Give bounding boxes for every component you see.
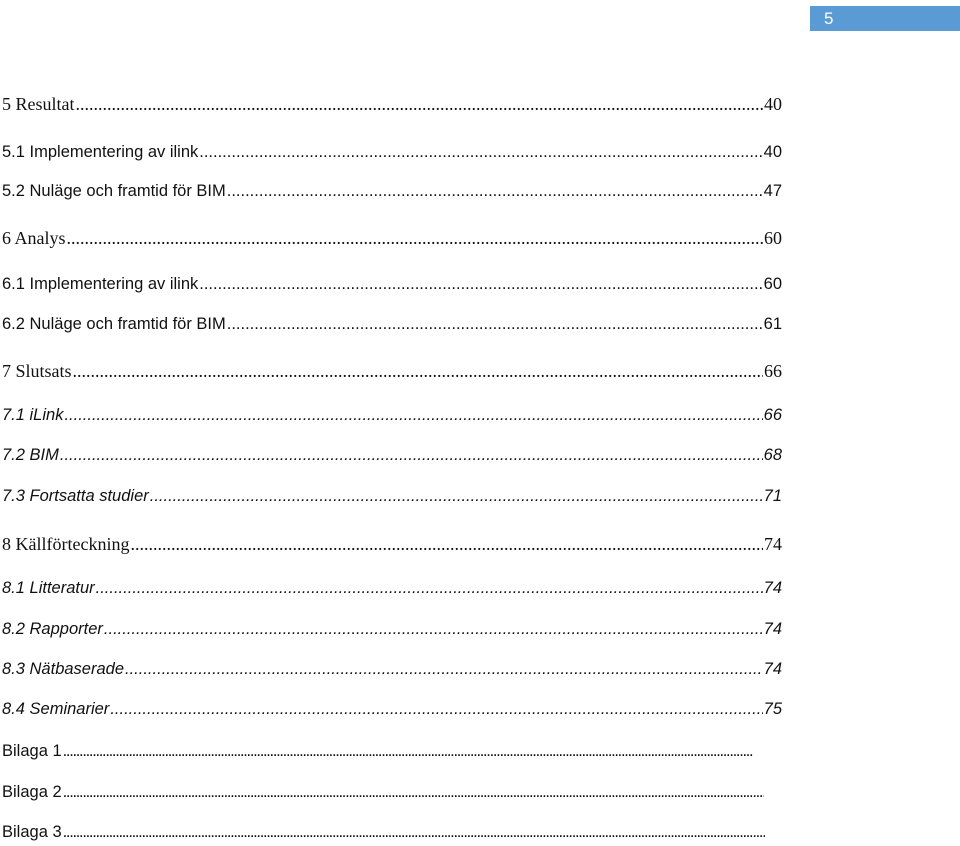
toc-entry-6-2[interactable] xyxy=(2,313,782,335)
toc-page-number: 74 xyxy=(763,579,782,597)
toc-entry-6[interactable] xyxy=(2,227,782,249)
toc-entry-8-1[interactable] xyxy=(2,577,782,599)
toc-page-number: 74 xyxy=(764,534,782,554)
toc-leader xyxy=(125,658,763,680)
toc-entry-label: 6.2 Nuläge och framtid för BIM xyxy=(2,315,226,333)
toc-leader xyxy=(104,618,763,640)
toc-entry-label: 8.1 Litteratur xyxy=(2,579,95,597)
toc-entry-5[interactable] xyxy=(2,93,782,115)
toc-entry-8-2[interactable] xyxy=(2,618,782,640)
toc-entry-7-3[interactable] xyxy=(2,485,782,507)
toc-page-number: 61 xyxy=(763,315,782,333)
toc-page-number: 68 xyxy=(763,446,782,464)
toc-entry-8-3[interactable] xyxy=(2,658,782,680)
toc-entry-label: Bilaga 1 xyxy=(2,742,62,760)
toc-leader xyxy=(64,404,762,426)
toc-leader xyxy=(199,141,762,163)
toc-entry-label: 5.1 Implementering av ilink xyxy=(2,143,199,161)
toc-entry-5-2[interactable] xyxy=(2,180,782,202)
toc-leader xyxy=(227,180,763,202)
toc-entry-bilaga-3[interactable] xyxy=(2,821,766,843)
toc-entry-5-1[interactable] xyxy=(2,141,782,163)
toc-entry-label: 8.3 Nätbaserade xyxy=(2,660,125,678)
toc-entry-label: Bilaga 3 xyxy=(2,823,62,841)
toc-page-number: 66 xyxy=(764,361,782,381)
toc-leader xyxy=(60,444,763,466)
toc-page-number: 66 xyxy=(763,406,782,424)
toc-page-number: 60 xyxy=(763,275,782,293)
toc-entry-label: 5 Resultat xyxy=(2,94,75,114)
toc-entry-8-4[interactable] xyxy=(2,698,782,720)
toc-entry-7[interactable] xyxy=(2,360,782,382)
toc-leader xyxy=(110,698,762,720)
toc-leader xyxy=(76,93,764,115)
toc-entry-label: 7 Slutsats xyxy=(2,361,72,381)
toc-leader xyxy=(96,577,763,599)
toc-entry-bilaga-1[interactable] xyxy=(2,740,754,762)
toc-entry-7-2[interactable] xyxy=(2,444,782,466)
toc-entry-label: 6 Analys xyxy=(2,228,66,248)
toc-entry-label: 7.1 iLink xyxy=(2,406,64,424)
page-number-badge: 5 xyxy=(810,6,960,31)
toc-entry-bilaga-2[interactable] xyxy=(2,781,765,803)
toc-page-number: 74 xyxy=(763,660,782,678)
toc-leader xyxy=(227,313,763,335)
toc-leader xyxy=(63,821,765,843)
toc-entry-label: 5.2 Nuläge och framtid för BIM xyxy=(2,182,226,200)
toc-leader xyxy=(150,485,763,507)
toc-entry-label: 8.2 Rapporter xyxy=(2,620,103,638)
toc-page-number: 75 xyxy=(763,700,782,718)
toc-entry-label: 6.1 Implementering av ilink xyxy=(2,275,199,293)
toc-entry-8[interactable] xyxy=(2,533,782,555)
toc-entry-label: Bilaga 2 xyxy=(2,783,62,801)
toc-page-number: 74 xyxy=(763,620,782,638)
toc-entry-7-1[interactable] xyxy=(2,404,782,426)
toc-page-number: 71 xyxy=(763,487,782,505)
toc-entry-label: 8.4 Seminarier xyxy=(2,700,110,718)
toc-page-number: 47 xyxy=(763,182,782,200)
toc-leader xyxy=(73,360,763,382)
toc-leader xyxy=(63,740,753,762)
toc-leader xyxy=(63,781,764,803)
toc-leader xyxy=(199,273,762,295)
toc-entry-label: 8 Källförteckning xyxy=(2,534,130,554)
toc-leader xyxy=(67,227,763,249)
toc-page-number: 40 xyxy=(764,94,782,114)
toc-page-number: 40 xyxy=(763,143,782,161)
toc-entry-label: 7.3 Fortsatta studier xyxy=(2,487,149,505)
toc-leader xyxy=(130,533,763,555)
toc-entry-6-1[interactable] xyxy=(2,273,782,295)
toc-entry-label: 7.2 BIM xyxy=(2,446,59,464)
toc-page-number: 60 xyxy=(764,228,782,248)
